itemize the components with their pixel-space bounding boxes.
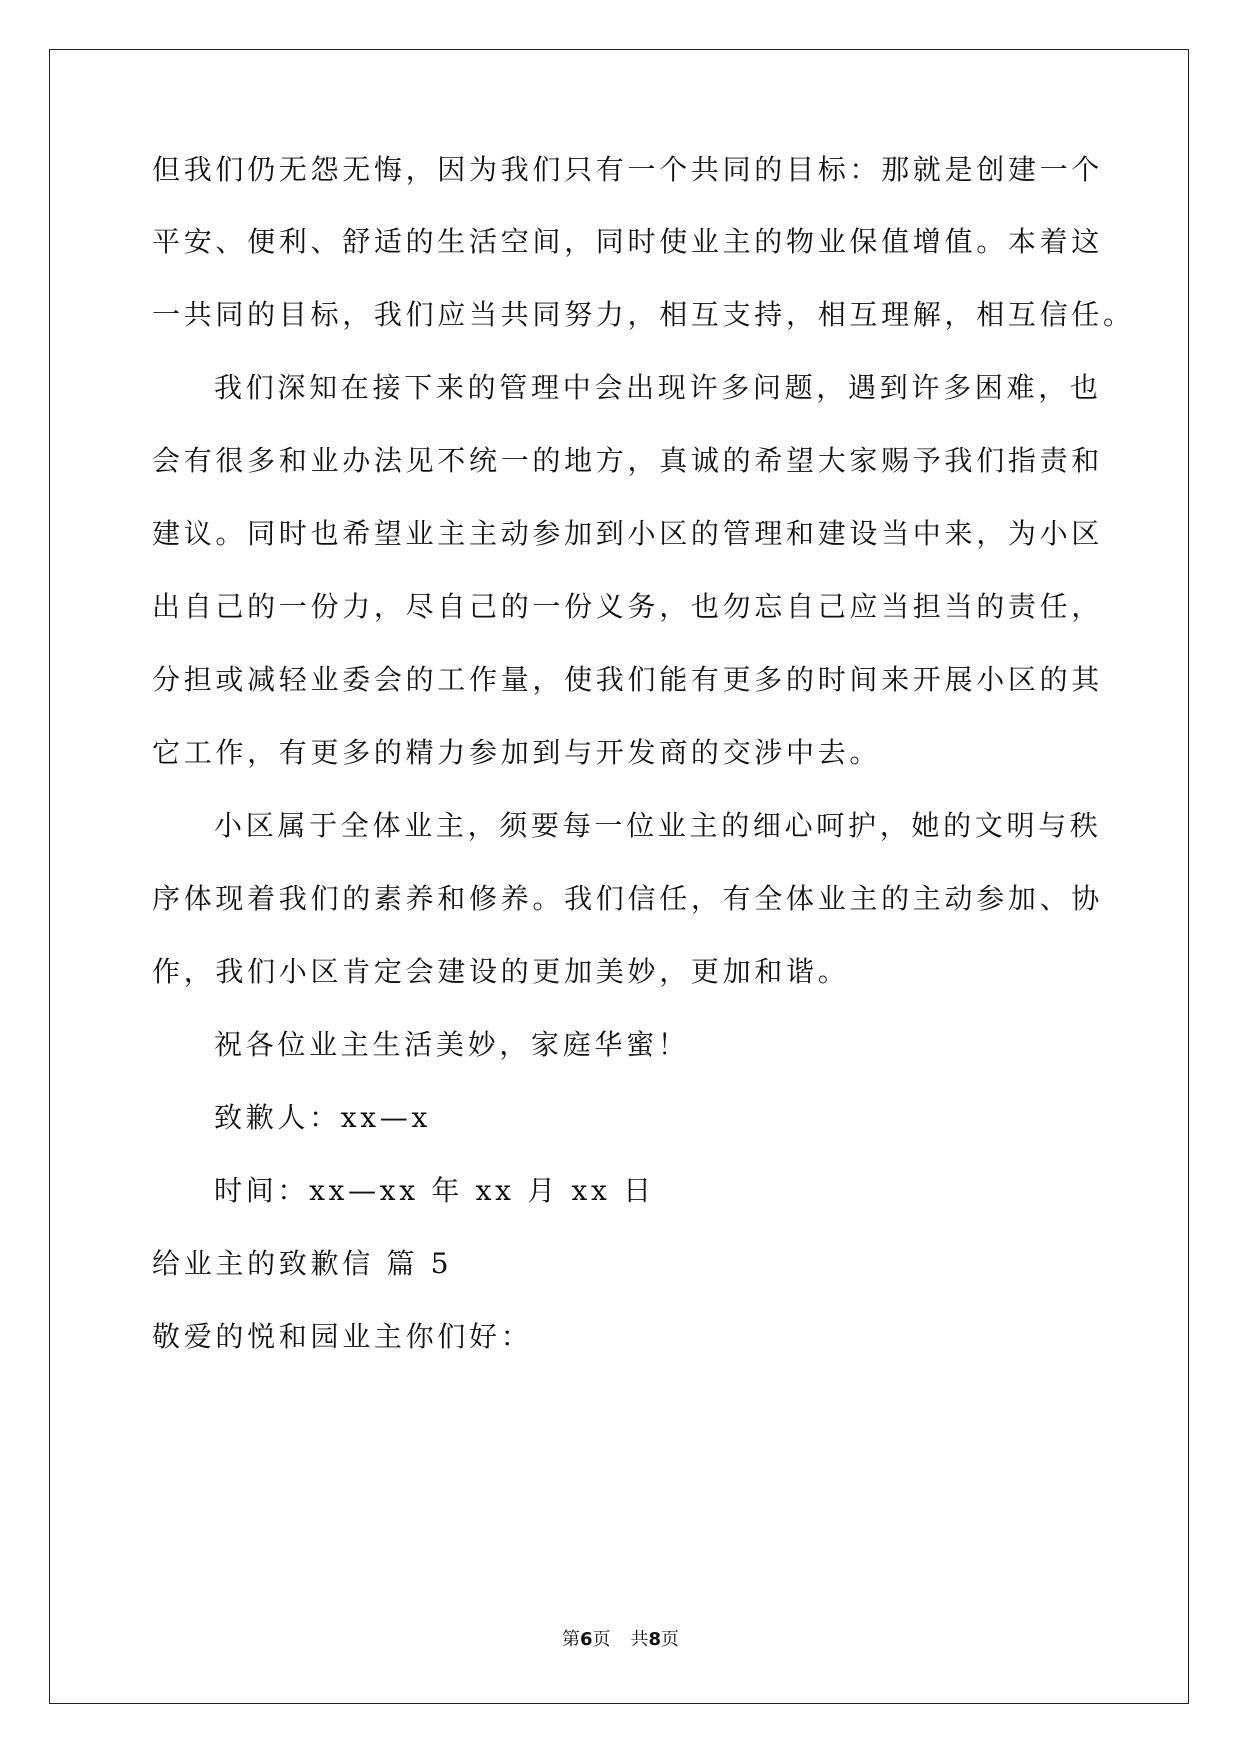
paragraph-line: 小区属于全体业主，须要每一位业主的细心呵护，她的文明与秩: [214, 809, 1102, 842]
paragraph-line: 但我们仍无怨无悔，因为我们只有一个共同的目标：那就是创建一个: [152, 153, 1104, 186]
paragraph-line: 出自己的一份力，尽自己的一份义务，也勿忘自己应当担当的责任，: [152, 590, 1104, 623]
footer-total-suffix: 页: [661, 1629, 680, 1650]
footer-page-current: 6: [579, 1629, 593, 1650]
page-footer: [0, 1628, 1241, 1652]
signature-line: 致歉人：xx—x: [214, 1101, 431, 1134]
paragraph-line: 我们深知在接下来的管理中会出现许多问题，遇到许多困难，也: [214, 371, 1102, 404]
salutation: 敬爱的悦和园业主你们好：: [152, 1320, 533, 1353]
paragraph-line: 作，我们小区肯定会建设的更加美妙，更加和谐。: [152, 955, 850, 988]
paragraph-line: 序体现着我们的素养和修养。我们信任，有全体业主的主动参加、协: [152, 882, 1104, 915]
paragraph-line: 建议。同时也希望业主主动参加到小区的管理和建设当中来，为小区: [152, 517, 1104, 550]
date-line: 时间：xx—xx 年 xx 月 xx 日: [214, 1174, 655, 1207]
closing-wish: 祝各位业主生活美妙，家庭华蜜！: [214, 1028, 690, 1061]
footer-page-suffix: 页: [592, 1629, 611, 1650]
footer-total-prefix: 共: [630, 1629, 649, 1650]
paragraph-line: 会有很多和业办法见不统一的地方，真诚的希望大家赐予我们指责和: [152, 444, 1104, 477]
paragraph-line: 它工作，有更多的精力参加到与开发商的交涉中去。: [152, 736, 882, 769]
paragraph-line: 分担或减轻业委会的工作量，使我们能有更多的时间来开展小区的其: [152, 663, 1104, 696]
paragraph-line: 一共同的目标，我们应当共同努力，相互支持，相互理解，相互信任。: [152, 298, 1135, 331]
section-heading: 给业主的致歉信 篇 5: [152, 1247, 453, 1280]
footer-page-prefix: 第: [561, 1629, 580, 1650]
paragraph-line: 平安、便利、舒适的生活空间，同时使业主的物业保值增值。本着这: [152, 225, 1104, 258]
footer-page-total: 8: [648, 1629, 662, 1650]
